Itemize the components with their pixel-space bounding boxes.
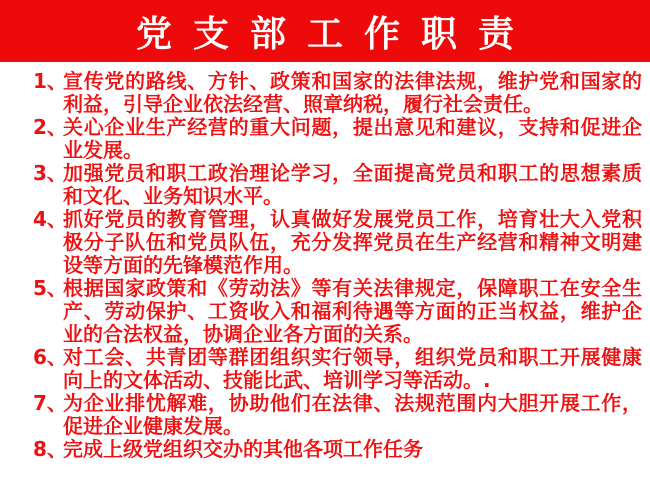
list-item (34, 70, 642, 116)
item-number: 4、 (33, 207, 67, 231)
item-number: 2、 (33, 115, 67, 139)
header-banner (0, 0, 650, 62)
item-number: 1、 (33, 69, 67, 93)
item-text: 关心企业生产经营的重大问题，提出意见和建议，支持和促进企业发展。 (63, 115, 642, 162)
item-text: 根据国家政策和《劳动法》等有关法律规定，保障职工在安全生产、劳动保护、工资收入和福利待遇等方面的正当权益，维护企业的合法权益，协调企业各方面的关系。 (63, 276, 642, 346)
item-text: 抓好党员的教育管理，认真做好发展党员工作，培育壮大入党积极分子队伍和党员队伍，充分发挥党员在生产经营和精神文明建设等方面的先锋模范作用。 (63, 207, 642, 277)
item-number: 6、 (33, 345, 67, 369)
item-text: 加强党员和职工政治理论学习，全面提高党员和职工的思想素质和文化、业务知识水平。 (63, 161, 642, 208)
list-item (34, 277, 642, 346)
item-text: 对工会、共青团等群团组织实行领导，组织党员和职工开展健康向上的文体活动、技能比武、培训学习等活动。. (63, 345, 642, 392)
item-number: 3、 (33, 161, 67, 185)
item-text: 为企业排忧解难，协助他们在法律、法规范围内大胆开展工作，促进企业健康发展。 (63, 391, 642, 438)
item-number: 7、 (33, 391, 67, 415)
item-number: 5、 (33, 276, 67, 300)
item-number: 8、 (33, 437, 67, 461)
list-item (34, 116, 642, 162)
list-item (34, 208, 642, 277)
list-item (34, 392, 642, 438)
item-text: 完成上级党组织交办的其他各项工作任务 (63, 437, 423, 461)
responsibilities-list (0, 62, 650, 461)
list-item (34, 162, 642, 208)
page-title: 党支部工作职责 (135, 13, 535, 55)
item-text: 宣传党的路线、方针、政策和国家的法律法规，维护党和国家的利益，引导企业依法经营、照章纳税，履行社会责任。 (63, 69, 642, 116)
list-item (34, 346, 642, 392)
list-item (34, 438, 642, 461)
